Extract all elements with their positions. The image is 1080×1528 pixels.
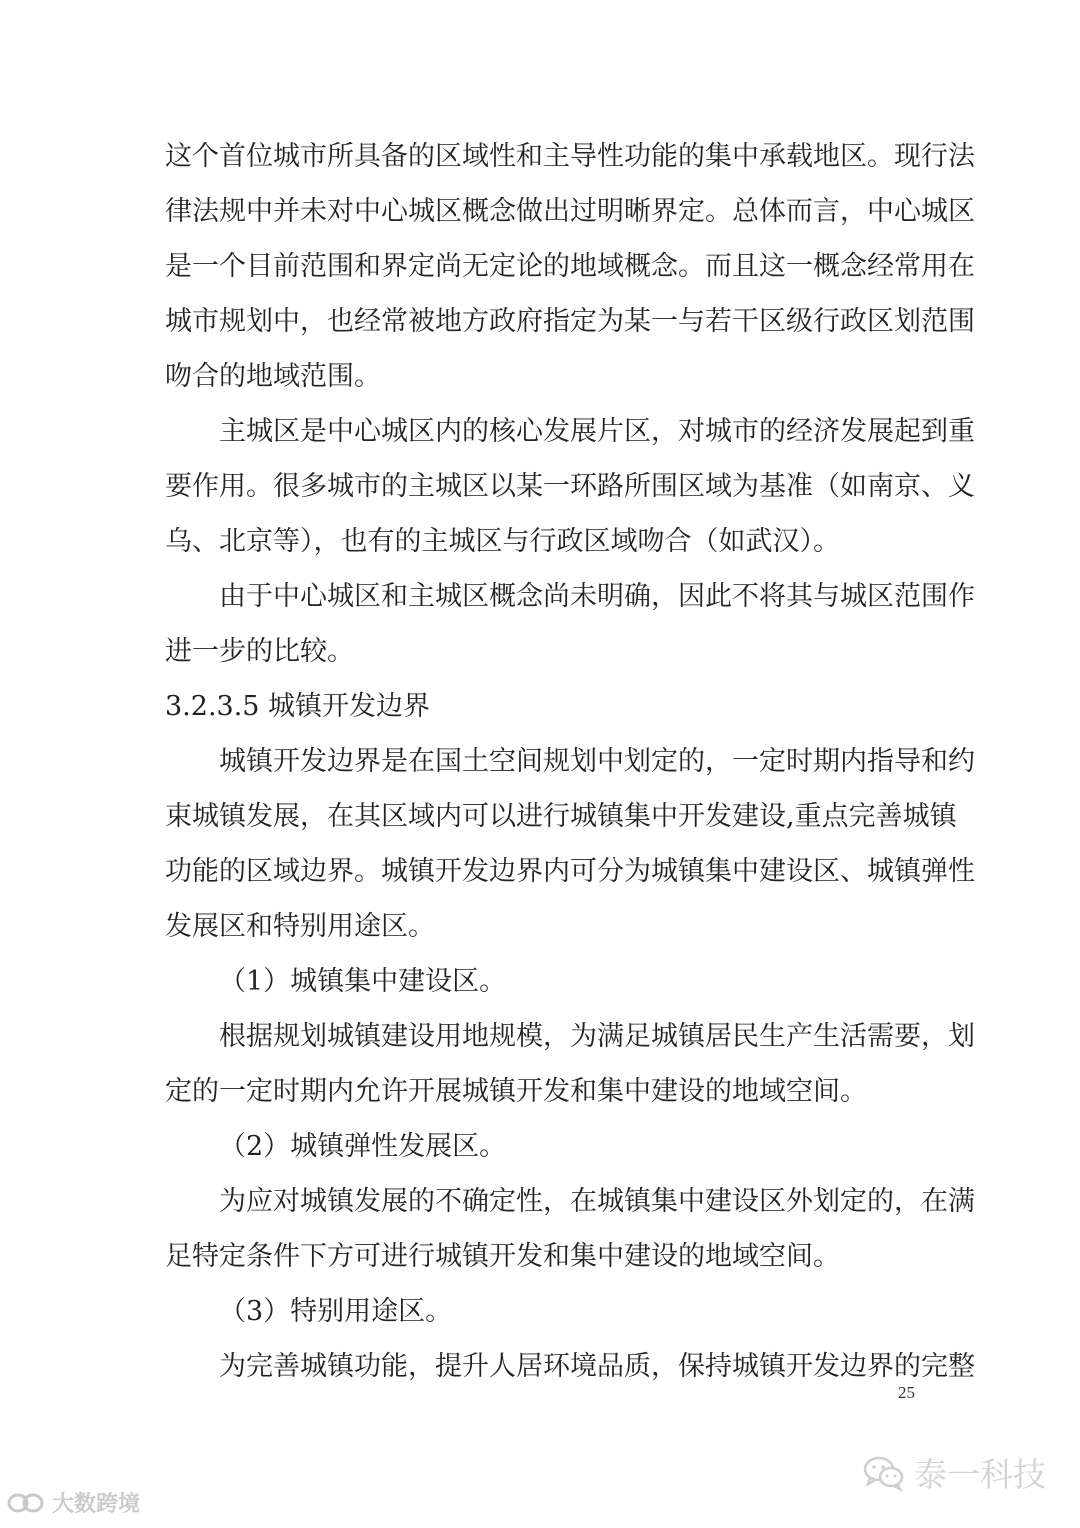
watermark-left-text: 大数跨境 — [52, 1492, 141, 1517]
text-line: 进一步的比较。 — [165, 636, 354, 667]
text-line: 主城区是中心城区内的核心发展片区，对城市的经济发展起到重 — [219, 416, 975, 447]
text-line: 城市规划中，也经常被地方政府指定为某一与若干区级行政区划范围 — [165, 306, 975, 337]
watermark-right-text: 泰一科技 — [914, 1455, 1046, 1494]
wechat-icon — [862, 1454, 906, 1492]
text-line: 定的一定时期内允许开展城镇开发和集中建设的地域空间。 — [165, 1076, 867, 1107]
text-line: 为完善城镇功能，提升人居环境品质，保持城镇开发边界的完整 — [219, 1351, 975, 1382]
text-line: 足特定条件下方可进行城镇开发和集中建设的地域空间。 — [165, 1241, 840, 1272]
text-line: 束城镇发展，在其区域内可以进行城镇集中开发建设,重点完善城镇 — [165, 801, 957, 832]
text-line: 功能的区域边界。城镇开发边界内可分为城镇集中建设区、城镇弹性 — [165, 856, 975, 887]
text-line: 要作用。很多城市的主城区以某一环路所围区域为基准（如南京、义 — [165, 471, 975, 502]
text-line: 吻合的地域范围。 — [165, 361, 381, 392]
text-line: 乌、北京等），也有的主城区与行政区域吻合（如武汉）。 — [165, 526, 840, 557]
text-line: 是一个目前范围和界定尚无定论的地域概念。而且这一概念经常用在 — [165, 251, 975, 282]
text-line: 为应对城镇发展的不确定性，在城镇集中建设区外划定的，在满 — [219, 1186, 975, 1217]
page-number: 25 — [898, 1383, 915, 1402]
text-line: 发展区和特别用途区。 — [165, 911, 435, 942]
list-item-heading: （3）特别用途区。 — [219, 1296, 453, 1327]
section-heading: 3.2.3.5 城镇开发边界 — [165, 691, 431, 722]
text-line: 这个首位城市所具备的区域性和主导性功能的集中承载地区。现行法 — [165, 141, 975, 172]
list-item-heading: （1）城镇集中建设区。 — [219, 966, 507, 997]
list-item-heading: （2）城镇弹性发展区。 — [219, 1131, 507, 1162]
chain-link-icon — [6, 1490, 46, 1516]
text-line: 律法规中并未对中心城区概念做出过明晰界定。总体而言，中心城区 — [165, 196, 975, 227]
text-line: 根据规划城镇建设用地规模，为满足城镇居民生产生活需要，划 — [219, 1021, 975, 1052]
text-line: 由于中心城区和主城区概念尚未明确，因此不将其与城区范围作 — [219, 581, 975, 612]
watermark-left — [6, 1487, 140, 1518]
watermark-right — [862, 1449, 1046, 1496]
text-line: 城镇开发边界是在国土空间规划中划定的，一定时期内指导和约 — [219, 746, 975, 777]
